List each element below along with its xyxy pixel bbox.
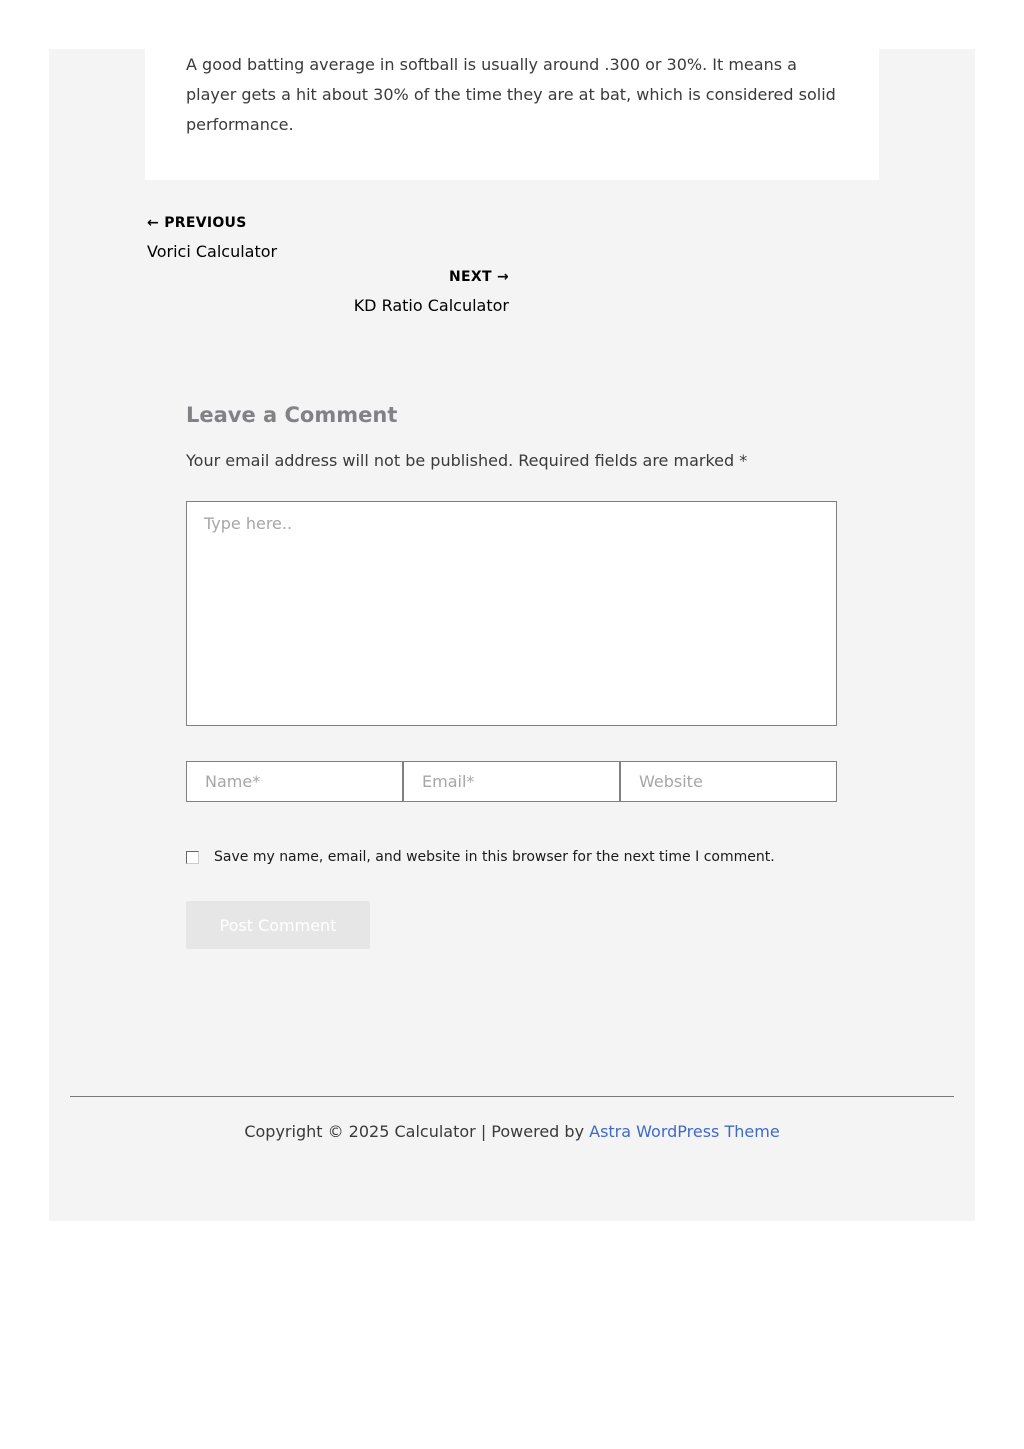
copyright-text: Copyright © 2025 Calculator | Powered by: [244, 1122, 590, 1141]
name-field[interactable]: [186, 761, 403, 802]
comment-author-fields: [186, 761, 837, 802]
comment-form-section: [186, 397, 837, 949]
comment-notes: Your email address will not be published. Required fields are marked *: [186, 451, 748, 470]
previous-post-link[interactable]: [147, 213, 509, 263]
page-container: [49, 49, 975, 1221]
previous-post-label: ← PREVIOUS: [147, 215, 247, 231]
website-field[interactable]: [620, 761, 837, 802]
next-post-link[interactable]: [147, 267, 509, 317]
article-card: [145, 49, 879, 180]
next-post-title: KD Ratio Calculator: [353, 296, 509, 315]
consent-row: [186, 847, 837, 867]
footer-copyright: [49, 1121, 975, 1143]
consent-label: Save my name, email, and website in this browser for the next time I comment.: [214, 849, 775, 865]
article-paragraph: A good batting average in softball is usually around .300 or 30%. It means a player gets a hit about 30% of the time they are at bat, which is considered solid performance.: [186, 55, 836, 134]
comment-textarea[interactable]: [186, 501, 837, 726]
post-comment-button[interactable]: Post Comment: [186, 901, 370, 949]
footer-divider: [70, 1096, 954, 1097]
email-field[interactable]: [403, 761, 620, 802]
theme-link[interactable]: Astra WordPress Theme: [589, 1122, 780, 1141]
next-post-label: NEXT →: [448, 269, 509, 285]
post-navigation: [147, 213, 509, 317]
comment-heading: Leave a Comment: [186, 403, 398, 427]
previous-post-title: Vorici Calculator: [147, 242, 278, 261]
save-info-checkbox[interactable]: [186, 851, 199, 864]
